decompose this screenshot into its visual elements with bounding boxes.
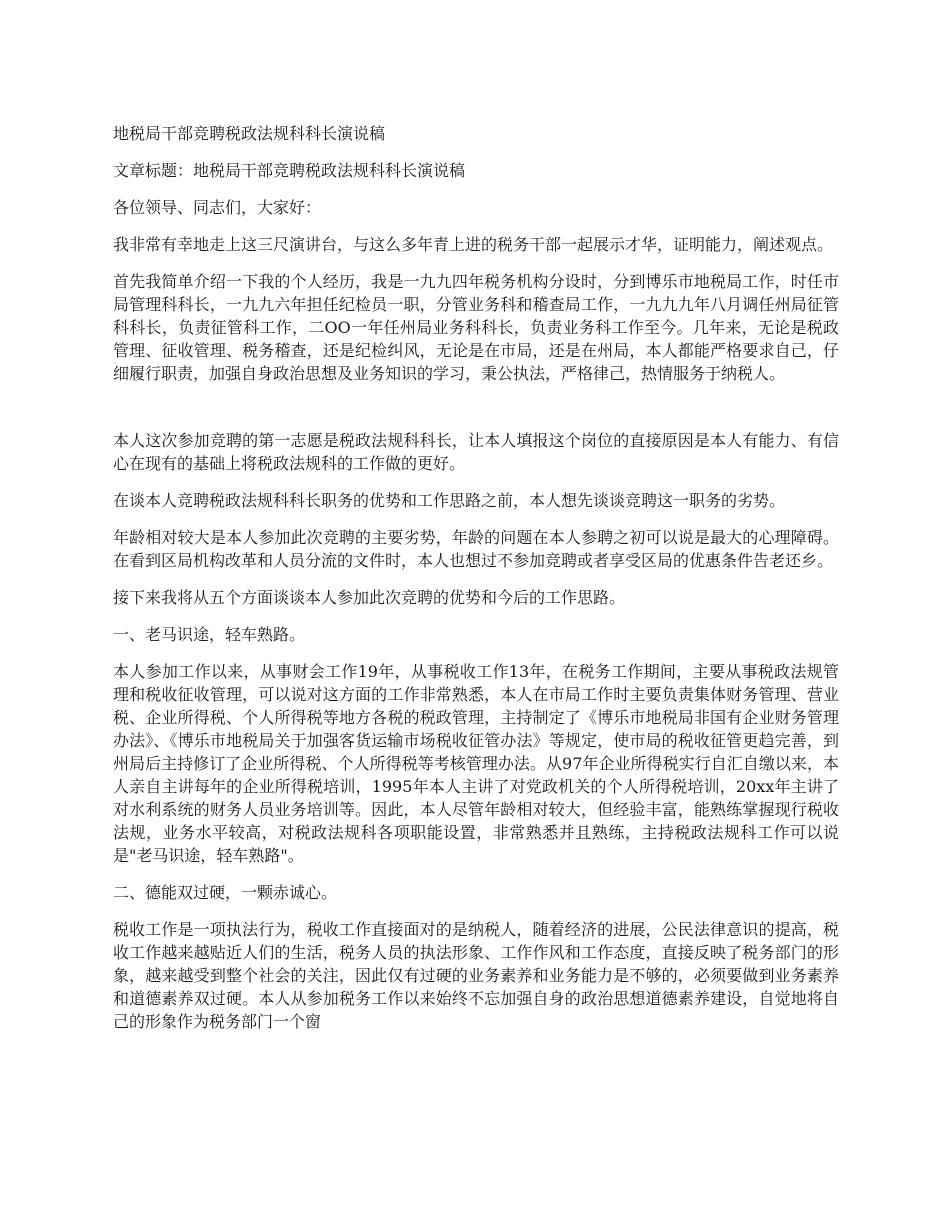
paragraph-age: 年龄相对较大是本人参加此次竞聘的主要劣势，年龄的问题在本人参聘之初可以说是最大的心理障碍。在看到区局机构改革和人员分流的文件时，本人也想过不参加竞聘或者享受区局的优惠条件告老还乡。 — [113, 528, 839, 570]
paragraph-experience: 本人参加工作以来，从事财会工作19年，从事税收工作13年，在税务工作期间，主要从事税政法规管理和税收征收管理，可以说对这方面的工作非常熟悉，本人在市局工作时主要负责集体财务管理、营业税、企业所得税、个人所得税等地方各税的税政管理，主持制定了《博乐市地税局非国有企业财务管理办法》、《博乐市地税局关于加强客货运输市场税收征管办法》等规定，使市局的税收征管更趋完善，到州局后主持修订了企业所得税、个人所得税等考核管理办法。从97年企业所得税实行自汇自缴以来，本人亲自主讲每年的企业所得税培训，1995年本人主讲了对党政机关的个人所得税培训，20xx年主讲了对水利系统的财务人员业务培训等。因此，本人尽管年龄相对较大，但经验丰富，能熟练掌握现行税收法规，业务水平较高，对税政法规科各项职能设置，非常熟悉并且熟练，主持税政法规科工作可以说是"老马识途，轻车熟路"。 — [113, 662, 839, 865]
blank-spacer — [113, 399, 839, 429]
paragraph-personal-history: 首先我简单介绍一下我的个人经历，我是一九九四年税务机构分设时，分到博乐市地税局工作，时任市局管理科科长，一九九六年担任纪检员一职，分管业务科和稽查局工作，一九九九年八月调任州局征管科科长，负责征管科工作，二OO一年任州局业务科科长，负责业务科工作至今。几年来，无论是税政管理、征收管理、税务稽查，还是纪检纠风，无论是在市局，还是在州局，本人都能严格要求自己，仔细履行职责，加强自身政治思想及业务知识的学习，秉公执法，严格律己，热情服务于纳税人。 — [113, 272, 839, 383]
salutation: 各位领导、同志们，大家好： — [113, 198, 322, 217]
section-heading-1: 一、老马识途，轻车熟路。 — [113, 625, 306, 644]
paragraph-ethics: 税收工作是一项执法行为，税收工作直接面对的是纳税人，随着经济的进展，公民法律意识的提高，税收工作越来越贴近人们的生活，税务人员的执法形象、工作作风和工作态度，直接反映了税务部门的形象，越来越受到整个社会的关注，因此仅有过硬的业务素养和业务能力是不够的，必须要做到业务素养和道德素养双过硬。本人从参加税务工作以来始终不忘加强自身的政治思想道德素养建设，自觉地将自己的形象作为税务部门一个窗 — [113, 920, 839, 1031]
paragraph-intro: 我非常有幸地走上这三尺演讲台，与这么多年青上进的税务干部一起展示才华，证明能力，阐述观点。 — [113, 235, 834, 254]
paragraph-first-choice: 本人这次参加竞聘的第一志愿是税政法规科科长，让本人填报这个岗位的直接原因是本人有能力、有信心在现有的基础上将税政法规科的工作做的更好。 — [113, 431, 839, 473]
paragraph-five-aspects: 接下来我将从五个方面谈谈本人参加此次竞聘的优势和今后的工作思路。 — [113, 588, 626, 607]
section-heading-2: 二、德能双过硬，一颗赤诚心。 — [113, 883, 338, 902]
article-title: 文章标题：地税局干部竞聘税政法规科科长演说稿 — [113, 161, 466, 180]
document-page — [113, 122, 839, 1047]
document-title: 地税局干部竞聘税政法规科科长演说稿 — [113, 124, 386, 143]
paragraph-disadvantage-intro: 在谈本人竞聘税政法规科科长职务的优势和工作思路之前，本人想先谈谈竞聘这一职务的劣势。 — [113, 491, 786, 510]
